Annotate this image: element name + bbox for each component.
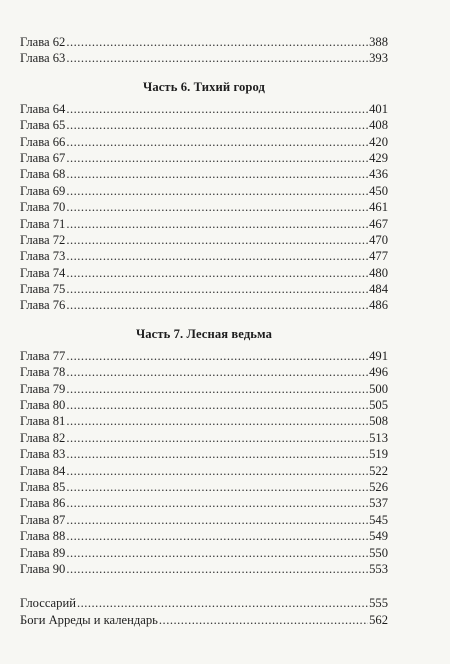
toc-entry[interactable] [20,381,388,397]
toc-entry-page: 519 [369,447,388,462]
toc-entry-label: Глава 77 [20,348,66,363]
toc-entry-page: 508 [369,414,388,429]
toc-entry-label: Глава 90 [20,561,66,576]
toc-entry[interactable] [20,595,388,611]
toc-leader-dots [66,512,368,528]
toc-entry[interactable] [20,265,388,281]
toc-entry-label: Глава 73 [20,249,66,264]
toc-entry-page: 408 [369,118,388,133]
toc-leader-dots [66,101,368,117]
toc-entry-label: Глава 89 [20,545,66,560]
toc-entry-page: 522 [369,463,388,478]
toc-entry-page: 477 [369,249,388,264]
toc-entry[interactable] [20,232,388,248]
toc-entry-page: 526 [369,479,388,494]
toc-entry-page: 500 [369,381,388,396]
toc-entry[interactable] [20,183,388,199]
toc-entry-page: 555 [369,596,388,611]
toc-entry-label: Глава 85 [20,479,66,494]
toc-entry-label: Глава 80 [20,398,66,413]
toc-entry[interactable] [20,430,388,446]
toc-entry-page: 420 [369,134,388,149]
toc-entry-page: 550 [369,545,388,560]
toc-leader-dots [66,166,368,182]
toc-entry-label: Глава 76 [20,298,66,313]
toc-entry[interactable] [20,166,388,182]
toc-leader-dots [66,199,368,215]
toc-entry-page: 470 [369,232,388,247]
toc-leader-dots [66,528,368,544]
toc-entry[interactable] [20,612,388,628]
toc-entry-label: Глава 87 [20,512,66,527]
toc-entry[interactable] [20,134,388,150]
toc-leader-dots [66,134,368,150]
toc-leader-dots [66,381,368,397]
toc-leader-dots [66,463,368,479]
toc-entry[interactable] [20,479,388,495]
toc-entry-page: 545 [369,512,388,527]
toc-entry[interactable] [20,528,388,544]
toc-section-part6 [20,101,388,314]
toc-entry[interactable] [20,397,388,413]
toc-leader-dots [159,612,368,628]
toc-entry[interactable] [20,34,388,50]
toc-section-part7 [20,348,388,577]
toc-entry[interactable] [20,446,388,462]
toc-entry[interactable] [20,495,388,511]
toc-entry-page: 388 [369,35,388,49]
toc-entry-page: 393 [369,51,388,66]
toc-leader-dots [66,364,368,380]
toc-entry-label: Глава 88 [20,529,66,544]
toc-entry-page: 496 [369,365,388,380]
toc-entry-label: Глава 78 [20,365,66,380]
toc-leader-dots [66,413,368,429]
toc-entry-label: Боги Арреды и календарь [20,612,158,627]
toc-entry-page: 484 [369,282,388,297]
toc-entry-page: 513 [369,430,388,445]
toc-entry-page: 486 [369,298,388,313]
toc-leader-dots [66,248,368,264]
toc-entry-page: 562 [369,612,388,627]
toc-leader-dots [66,216,368,232]
toc-leader-dots [66,34,368,50]
toc-leader-dots [66,479,368,495]
toc-entry[interactable] [20,199,388,215]
toc-entry[interactable] [20,216,388,232]
toc-entry-page: 401 [369,101,388,116]
part-heading: Часть 7. Лесная ведьма [135,326,273,341]
toc-leader-dots [66,348,368,364]
toc-entry[interactable] [20,150,388,166]
toc-entry-page: 436 [369,167,388,182]
toc-entry-label: Глава 68 [20,167,66,182]
toc-entry-label: Глава 79 [20,381,66,396]
toc-entry-label: Глава 62 [20,35,66,49]
toc-entry-label: Глоссарий [20,596,76,611]
toc-entry[interactable] [20,413,388,429]
toc-entry-label: Глава 67 [20,150,66,165]
toc-entry-label: Глава 70 [20,200,66,215]
toc-entry[interactable] [20,50,388,66]
toc-entry-page: 461 [369,200,388,215]
toc-entry[interactable] [20,512,388,528]
toc-entry[interactable] [20,463,388,479]
toc-entry-page: 505 [369,398,388,413]
toc-entry[interactable] [20,101,388,117]
toc-entry[interactable] [20,561,388,577]
toc-entry-page: 491 [369,348,388,363]
toc-entry-page: 450 [369,183,388,198]
part-heading: Часть 6. Тихий город [142,79,266,94]
toc-leader-dots [66,150,368,166]
toc-entry-label: Глава 82 [20,430,66,445]
toc-entry-label: Глава 69 [20,183,66,198]
toc-section-extras [20,595,388,628]
toc-entry-label: Глава 86 [20,496,66,511]
toc-leader-dots [66,561,368,577]
toc-entry-page: 480 [369,265,388,280]
toc-leader-dots [66,545,368,561]
toc-entry-label: Глава 74 [20,265,66,280]
toc-leader-dots [66,297,368,313]
toc-entry[interactable] [20,348,388,364]
toc-entry-page: 537 [369,496,388,511]
toc-leader-dots [66,117,368,133]
toc-entry-label: Глава 83 [20,447,66,462]
toc-leader-dots [66,397,368,413]
toc-leader-dots [66,265,368,281]
toc-entry[interactable] [20,297,388,313]
toc-entry-page: 553 [369,561,388,576]
toc-entry-label: Глава 84 [20,463,66,478]
toc-entry-label: Глава 71 [20,216,66,231]
toc-entry[interactable] [20,281,388,297]
toc-leader-dots [77,595,368,611]
toc-leader-dots [66,446,368,462]
toc-entry-label: Глава 64 [20,101,66,116]
toc-entry-label: Глава 65 [20,118,66,133]
toc-leader-dots [66,495,368,511]
toc-entry[interactable] [20,117,388,133]
toc-entry-label: Глава 72 [20,232,66,247]
toc-leader-dots [66,430,368,446]
toc-leader-dots [66,50,368,66]
toc-entry-label: Глава 63 [20,51,66,66]
table-of-contents [20,34,388,628]
toc-entry[interactable] [20,364,388,380]
toc-entry-label: Глава 75 [20,282,66,297]
toc-entry-page: 467 [369,216,388,231]
toc-entry-page: 429 [369,150,388,165]
toc-entry-label: Глава 66 [20,134,66,149]
toc-entry[interactable] [20,545,388,561]
toc-entry-page: 549 [369,529,388,544]
toc-leader-dots [66,183,368,199]
toc-leader-dots [66,281,368,297]
toc-entry-label: Глава 81 [20,414,66,429]
toc-entry[interactable] [20,248,388,264]
toc-leader-dots [66,232,368,248]
toc-section-top [20,34,388,67]
